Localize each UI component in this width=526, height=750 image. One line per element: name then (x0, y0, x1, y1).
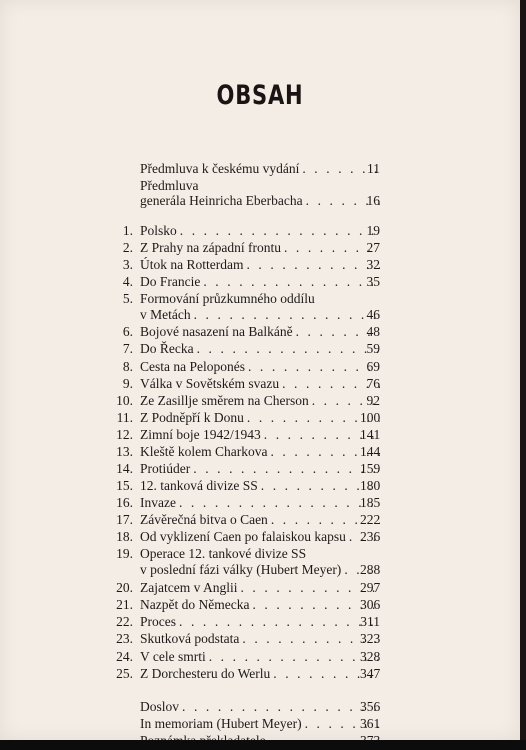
chapter-title: Do Francie (140, 274, 201, 289)
chapter-number: 23. (116, 631, 133, 646)
toc-entry (0, 666, 520, 682)
chapter-number: 17. (116, 512, 133, 527)
dot-leader (179, 699, 380, 715)
page-number: 76 (366, 376, 380, 391)
toc-entry-text-wrap (140, 427, 380, 443)
dot-leader (237, 580, 380, 596)
page-number: 159 (360, 461, 381, 476)
toc-entry-text-wrap (140, 274, 380, 290)
toc-entry-text-wrap (140, 393, 380, 409)
page-number: 297 (360, 580, 381, 595)
chapter-title: Útok na Rotterdam (140, 257, 244, 272)
toc-entry (0, 223, 520, 239)
page-number: 323 (360, 631, 381, 646)
toc-entry (0, 529, 520, 545)
chapter-title: Cesta na Peloponés (140, 359, 245, 374)
page-number: 92 (366, 393, 380, 408)
chapter-title: Předmluva k českému vydání (140, 161, 300, 176)
chapter-title: Z Podněpří k Donu (140, 410, 244, 425)
page-number: 11 (367, 161, 380, 176)
page-number: 48 (366, 324, 380, 339)
chapter-number: 25. (116, 666, 133, 681)
toc-entry-text-wrap (140, 597, 380, 613)
toc-entry-text-wrap (140, 223, 380, 239)
toc-entry-text-wrap (140, 461, 380, 477)
toc-entry-text-wrap (140, 666, 380, 682)
toc-entry-text-wrap (140, 240, 380, 256)
chapter-title: v poslední fázi války (Hubert Meyer) (140, 562, 342, 577)
toc-entry (0, 359, 520, 375)
toc-entry (0, 716, 520, 732)
page-number: 19 (366, 223, 380, 238)
chapter-number: 19. (116, 546, 133, 561)
chapter-title: Invaze (140, 495, 176, 510)
toc-entry-text-wrap (140, 546, 380, 562)
chapter-number: 12. (116, 427, 133, 442)
chapter-title: Nazpět do Německa (140, 597, 250, 612)
page-number: 236 (360, 529, 381, 544)
toc-entry-text-wrap (140, 716, 380, 732)
chapter-number: 13. (116, 444, 133, 459)
chapter-title: Doslov (140, 699, 180, 714)
chapter-number: 24. (116, 649, 133, 664)
toc-entry (0, 257, 520, 273)
toc-entry (0, 307, 520, 323)
page-title: OBSAH (216, 80, 304, 111)
chapter-number: 21. (116, 597, 133, 612)
page-number: 46 (366, 307, 380, 322)
chapter-number: 3. (122, 257, 133, 272)
chapter-number: 5. (122, 291, 133, 306)
toc-entry-text-wrap (140, 580, 380, 596)
chapter-title: Formování průzkumného oddílu (140, 291, 315, 306)
toc-entry (0, 649, 520, 665)
dot-leader (239, 631, 380, 647)
toc-entry-text-wrap (140, 699, 380, 715)
chapter-title: Do Řecka (140, 341, 194, 356)
chapter-title: In memoriam (Hubert Meyer) (140, 716, 302, 731)
toc-entry (0, 631, 520, 647)
chapter-number: 8. (122, 359, 133, 374)
toc-entry-text-wrap (140, 257, 380, 273)
toc-entry-text-wrap (140, 529, 380, 545)
toc-entry-text-wrap (140, 444, 380, 460)
page-number: 180 (360, 478, 381, 493)
chapter-number: 14. (116, 461, 133, 476)
toc-entry-text-wrap (140, 478, 380, 494)
toc-entry (0, 546, 520, 562)
chapter-number: 22. (116, 614, 133, 629)
chapter-number: 1. (122, 223, 133, 238)
chapter-title: Polsko (140, 223, 177, 238)
toc-entry (0, 427, 520, 443)
chapter-title: Protiúder (140, 461, 191, 476)
toc-entry (0, 341, 520, 357)
chapter-title: Zimní boje 1942/1943 (140, 427, 261, 442)
toc-entry (0, 444, 520, 460)
chapter-title: Proces (140, 614, 176, 629)
chapter-title: Kleště kolem Charkova (140, 444, 268, 459)
toc-entry-text-wrap (140, 341, 380, 357)
dot-leader (190, 461, 380, 477)
page-number: 356 (360, 699, 381, 714)
page-number: 16 (366, 193, 380, 208)
toc-entry-text-wrap (140, 376, 380, 392)
toc-entry (0, 699, 520, 715)
chapter-title: Předmluva (140, 178, 199, 193)
page-number: 328 (360, 649, 381, 664)
chapter-number: 2. (122, 240, 133, 255)
chapter-title: Závěrečná bitva o Caen (140, 512, 268, 527)
toc-entry-text-wrap (140, 307, 380, 323)
toc-entry-text-wrap (140, 193, 380, 209)
dot-leader (194, 341, 380, 357)
toc-entry-text-wrap (140, 178, 380, 194)
chapter-title: generála Heinricha Eberbacha (140, 193, 303, 208)
toc-entry-text-wrap (140, 410, 380, 426)
page-number: 311 (360, 614, 380, 629)
toc-entry (0, 597, 520, 613)
toc-entry-text-wrap (140, 495, 380, 511)
page-number: 222 (360, 512, 381, 527)
chapter-title: Z Dorchesteru do Werlu (140, 666, 271, 681)
toc-entry (0, 178, 520, 194)
chapter-number: 18. (116, 529, 133, 544)
toc-entry-text-wrap (140, 324, 380, 340)
chapter-title: 12. tanková divize SS (140, 478, 258, 493)
page-number: 35 (366, 274, 380, 289)
page-number: 361 (360, 716, 381, 731)
dot-leader (177, 223, 380, 239)
chapter-number: 16. (116, 495, 133, 510)
toc-entry (0, 193, 520, 209)
toc-entry (0, 478, 520, 494)
toc-entry-text-wrap (140, 649, 380, 665)
dot-leader (176, 495, 380, 511)
toc-entry (0, 291, 520, 307)
chapter-title: Ze Zasillje směrem na Cherson (140, 393, 309, 408)
toc-entry (0, 495, 520, 511)
page-number: 144 (360, 444, 381, 459)
chapter-number: 15. (116, 478, 133, 493)
toc-entry-text-wrap (140, 291, 380, 307)
page-number: 347 (360, 666, 381, 681)
chapter-number: 6. (122, 324, 133, 339)
page-number: 69 (366, 359, 380, 374)
toc-entry (0, 393, 520, 409)
toc-entry-text-wrap (140, 562, 380, 578)
toc-entry-text-wrap (140, 161, 380, 177)
page-number: 32 (366, 257, 380, 272)
page-edge (520, 0, 526, 750)
chapter-title: V cele smrti (140, 649, 206, 664)
dot-leader (200, 274, 380, 290)
page-number: 59 (366, 341, 380, 356)
page-number: 185 (360, 495, 381, 510)
page-number: 306 (360, 597, 381, 612)
dot-leader (206, 649, 380, 665)
chapter-title: Od vyklizení Caen po falaiskou kapsu (140, 529, 346, 544)
toc-entry (0, 461, 520, 477)
chapter-number: 11. (116, 410, 133, 425)
chapter-title: Skutková podstata (140, 631, 240, 646)
toc-entry (0, 240, 520, 256)
page-number: 27 (366, 240, 380, 255)
toc-entry-text-wrap (140, 614, 380, 630)
page-number: 141 (360, 427, 381, 442)
toc-entry (0, 614, 520, 630)
dot-leader (176, 614, 380, 630)
page-bottom-edge (0, 740, 526, 750)
page-number: 288 (360, 562, 381, 577)
toc-entry (0, 410, 520, 426)
toc-entry-text-wrap (140, 631, 380, 647)
toc-entry-text-wrap (140, 359, 380, 375)
chapter-number: 4. (122, 274, 133, 289)
toc-entry (0, 580, 520, 596)
chapter-title: Bojové nasazení na Balkáně (140, 324, 293, 339)
toc-entry (0, 324, 520, 340)
chapter-number: 9. (122, 376, 133, 391)
dot-leader (191, 307, 380, 323)
chapter-title: Z Prahy na západní frontu (140, 240, 281, 255)
toc-entry (0, 274, 520, 290)
toc-entry (0, 161, 520, 177)
chapter-title: Zajatcem v Anglii (140, 580, 238, 595)
chapter-number: 10. (116, 393, 133, 408)
toc-entry (0, 376, 520, 392)
toc-entry-text-wrap (140, 512, 380, 528)
chapter-title: v Metách (140, 307, 191, 322)
chapter-title: Operace 12. tankové divize SS (140, 546, 307, 561)
toc-entry (0, 512, 520, 528)
chapter-number: 20. (116, 580, 133, 595)
toc-entry (0, 562, 520, 578)
page-number: 100 (360, 410, 381, 425)
chapter-title: Válka v Sovětském svazu (140, 376, 280, 391)
chapter-number: 7. (122, 341, 133, 356)
